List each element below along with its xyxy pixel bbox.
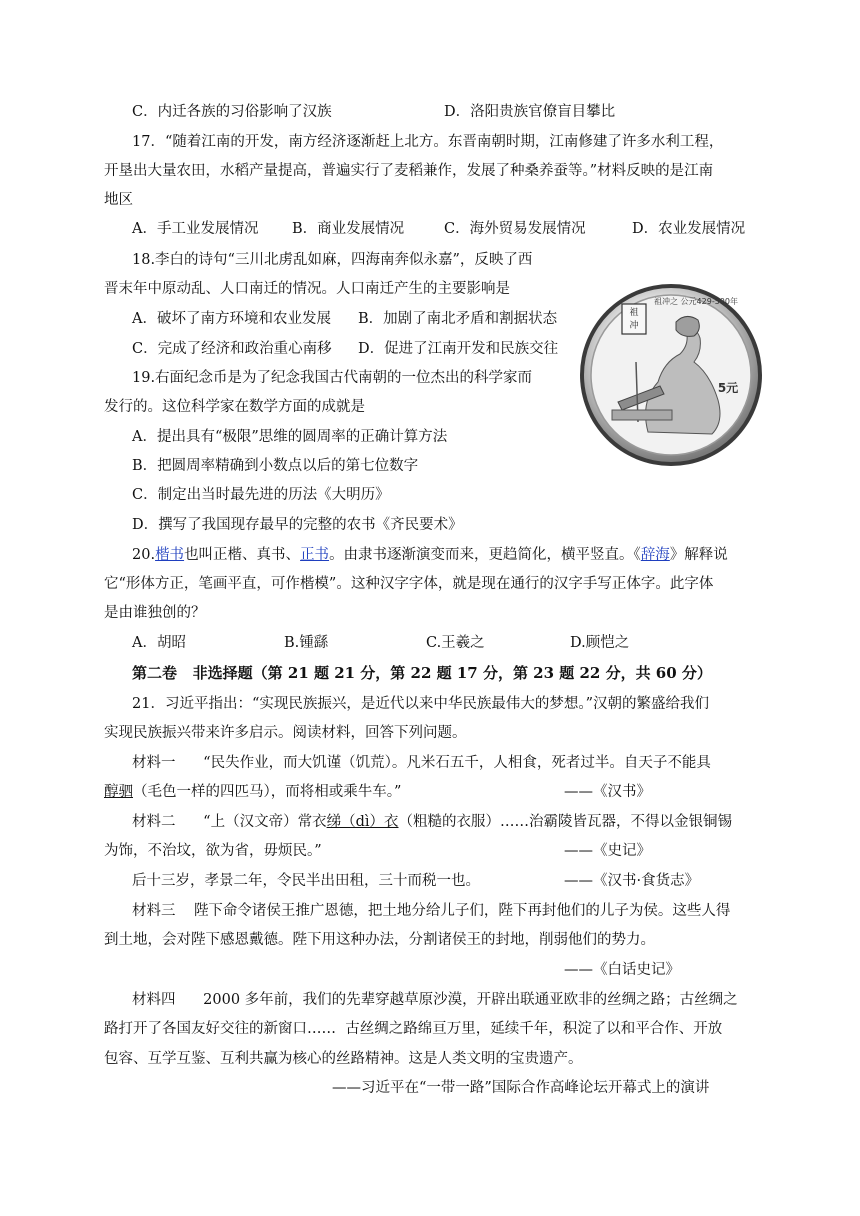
material-1-text-2: （毛色一样的四匹马），而将相或乘牛车。” [133,784,402,800]
material-1-text: “民失作业，而大饥谨（饥荒）。凡米石五千，人相食，死者过半。自天子不能具 [203,755,711,771]
material-1-label: 材料一 [132,755,176,771]
material-3-line-1 [132,901,730,921]
material-2-text-post: （粗糙的衣服）……治霸陵皆瓦器，不得以金银铜锡 [398,814,732,830]
q16-option-c: C．内迁各族的习俗影响了汉族 [132,104,332,120]
q20-line-3: 是由谁独创的？ [104,605,206,621]
material-3-source: ——《白话史记》 [564,962,680,978]
material-1-line-1 [132,753,711,773]
q18-line-2: 晋末年中原动乱、人口南迁的情况。人口南迁产生的主要影响是 [104,281,510,297]
q17-line-3: 地区 [104,192,133,208]
material-3-line-2: 到土地，会对陛下感恩戴德。陛下用这种办法，分割诸侯王的封地，削弱他们的势力。 [104,932,655,948]
q17-option-d: D．农业发展情况 [632,221,746,237]
q18-option-a: A．破坏了南方环境和农业发展 [132,311,331,327]
q20-line-2: 它“形体方正，笔画平直，可作楷模”。这种汉字字体，就是现在通行的汉字手写正体字。此字体 [104,576,714,592]
link-zhengshu[interactable]: 正书 [300,547,330,563]
material-2-line-1 [132,812,732,832]
q17-option-c: C．海外贸易发展情况 [444,221,586,237]
q20-text-1: 也叫正楷、真书、 [184,547,301,563]
q17-option-a: A．手工业发展情况 [132,221,259,237]
q19-line-1: 19.右面纪念币是为了纪念我国古代南朝的一位杰出的科学家而 [132,370,533,386]
q18-option-d: D．促进了江南开发和民族交往 [358,341,559,357]
q17-line-2: 开垦出大量农田，水稻产量提高，普遍实行了麦稻兼作，发展了种桑养蚕等。”材料反映的是江南 [104,163,714,179]
q19-line-2: 发行的。这位科学家在数学方面的成就是 [104,399,365,415]
q21-line-1: 21．习近平指出：“实现民族振兴，是近代以来中华民族最伟大的梦想。”汉朝的繁盛给我们 [132,696,710,712]
material-2-text-pre: “上（汉文帝）常衣 [203,814,327,830]
q17-option-b: B．商业发展情况 [292,221,405,237]
q19-option-b: B．把圆周率精确到小数点以后的第七位数字 [132,458,419,474]
material-4-label: 材料四 [132,992,176,1008]
q16-option-d: D．洛阳贵族官僚盲目攀比 [444,104,616,120]
material-3-label: 材料三 [132,903,176,919]
material-1-source: ——《汉书》 [564,784,651,800]
material-1-underlined-term: 醇驷 [104,784,133,800]
material-2-line-3: 后十三岁，孝景二年，令民半出田租，三十而税一也。 [132,873,480,889]
material-4-line-1 [132,990,738,1010]
material-4-line-2: 路打开了各国友好交往的新窗口…… 古丝绸之路绵亘万里，延续千年，积淀了以和平合作、开放 [104,1021,723,1037]
coin-value: 5元 [717,381,739,395]
q20-option-d: D.顾恺之 [570,635,630,651]
commemorative-coin-image [578,282,764,468]
q19-option-d: D．撰写了我国现存最早的完整的农书《齐民要术》 [132,517,463,533]
material-4-source: ——习近平在“一带一路”国际合作高峰论坛开幕式上的演讲 [332,1080,710,1096]
q19-option-a: A．提出具有“极限”思维的圆周率的正确计算方法 [132,429,448,445]
material-4-text: 2000 多年前，我们的先辈穿越草原沙漠，开辟出联通亚欧非的丝绸之路；古丝绸之 [203,992,738,1008]
q18-option-c: C．完成了经济和政治重心南移 [132,341,332,357]
material-2-underlined-term: 绨（dì）衣 [326,814,399,830]
q20-line-1 [132,545,728,565]
material-2-line-2: 为饰，不治坟，欲为省，毋烦民。” [104,843,322,859]
material-1-line-2 [104,782,401,802]
link-cihai[interactable]: 辞海 [640,547,670,563]
svg-text:冲: 冲 [629,321,639,331]
q17-line-1: 17．“随着江南的开发，南方经济逐渐赶上北方。东晋南朝时期，江南修建了许多水利工程， [132,134,724,150]
material-3-text: 陛下命令诸侯王推广恩德，把土地分给儿子们，陛下再封他们的儿子为侯。这些人得 [193,903,731,919]
material-4-line-3: 包容、互学互鉴、互利共赢为核心的丝路精神。这是人类文明的宝贵遗产。 [104,1051,583,1067]
q20-number: 20. [132,547,156,563]
material-2-source-1: ——《史记》 [564,843,651,859]
q18-line-1: 18.李白的诗句“三川北虏乱如麻，四海南奔似永嘉”，反映了西 [132,252,533,268]
q20-option-c: C.王羲之 [426,635,485,651]
coin-inscription: 祖冲之 公元429-500年 [654,297,738,306]
material-2-source-2: ——《汉书·食货志》 [564,873,700,889]
q18-option-b: B．加剧了南北矛盾和割据状态 [358,311,558,327]
coin-stamp-text: 祖 [629,308,639,318]
q21-line-2: 实现民族振兴带来许多启示。阅读材料，回答下列问题。 [104,725,467,741]
q20-text-3: 》解释说 [669,547,728,563]
material-2-label: 材料二 [132,814,176,830]
q20-text-2: 。由隶书逐渐演变而来，更趋简化，横平竖直。《 [329,547,641,563]
link-kaishu[interactable]: 楷书 [155,547,185,563]
q20-option-a: A．胡昭 [132,635,186,651]
q20-option-b: B.锺繇 [284,635,329,651]
section-2-title: 第二卷 非选择题（第 21 题 21 分，第 22 题 17 分，第 23 题 22 分，共 60 分） [132,664,712,682]
q19-option-c: C．制定出当时最先进的历法《大明历》 [132,487,390,503]
